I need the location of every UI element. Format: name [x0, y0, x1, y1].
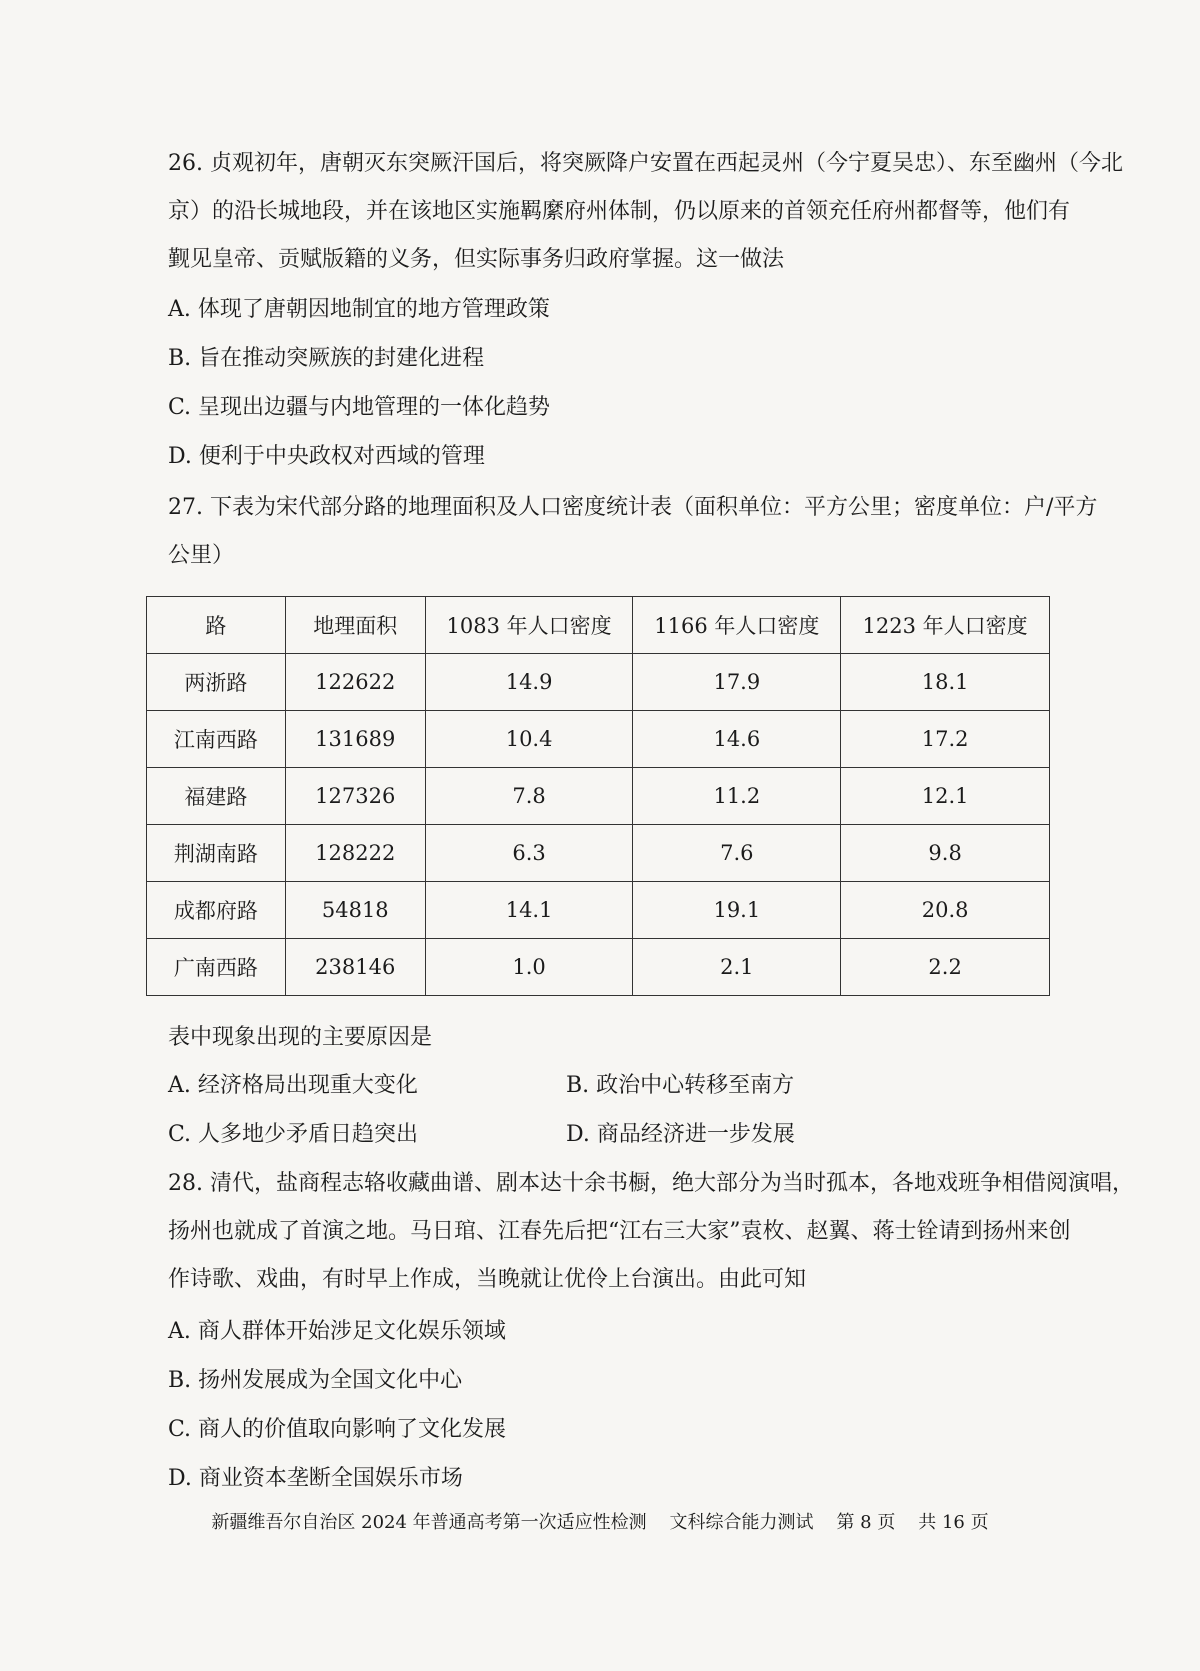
- table-row: [147, 825, 1050, 882]
- question-27-option-d: D. 商品经济进一步发展: [566, 1122, 795, 1147]
- question-28-option-d: D. 商业资本垄断全国娱乐市场: [168, 1466, 463, 1491]
- question-26-line: 京）的沿长城地段，并在该地区实施羁縻府州体制，仍以原来的首领充任府州都督等，他们有: [168, 199, 1071, 224]
- question-26-stem: [168, 140, 1123, 284]
- table-cell: 122622: [285, 654, 425, 711]
- table-cell: 2.2: [841, 939, 1050, 996]
- table-row: [147, 882, 1050, 939]
- table-cell: 128222: [285, 825, 425, 882]
- table-row: [147, 711, 1050, 768]
- table-cell: 19.1: [633, 882, 841, 939]
- table-header-cell: 地理面积: [285, 597, 425, 654]
- table-header-cell: 1223 年人口密度: [841, 597, 1050, 654]
- question-28-line: 28. 清代，盐商程志辂收藏曲谱、剧本达十余书橱，绝大部分为当时孤本，各地戏班争相借阅演唱，: [168, 1171, 1134, 1196]
- table-header-cell: 路: [147, 597, 286, 654]
- table-cell: 18.1: [841, 654, 1050, 711]
- table-header-cell: 1083 年人口密度: [425, 597, 633, 654]
- table-row: [147, 768, 1050, 825]
- table-cell: 10.4: [425, 711, 633, 768]
- question-28-option-b: B. 扬州发展成为全国文化中心: [168, 1368, 463, 1393]
- table-cell: 14.9: [425, 654, 633, 711]
- question-27-line: 27. 下表为宋代部分路的地理面积及人口密度统计表（面积单位：平方公里；密度单位：户/平方: [168, 495, 1098, 520]
- table-cell: 17.9: [633, 654, 841, 711]
- question-28-option-a: A. 商人群体开始涉足文化娱乐领域: [168, 1319, 506, 1344]
- table-cell: 9.8: [841, 825, 1050, 882]
- question-28-option-c: C. 商人的价值取向影响了文化发展: [168, 1417, 507, 1442]
- table-cell: 1.0: [425, 939, 633, 996]
- table-cell: 江南西路: [147, 711, 286, 768]
- table-row: [147, 654, 1050, 711]
- table-header-cell: 1166 年人口密度: [633, 597, 841, 654]
- population-density-table: [146, 596, 1050, 996]
- table-cell: 14.1: [425, 882, 633, 939]
- question-27-prompt: 表中现象出现的主要原因是: [168, 1025, 433, 1050]
- question-28-line: 作诗歌、戏曲，有时早上作成，当晚就让优伶上台演出。由此可知: [168, 1267, 807, 1292]
- table-cell: 福建路: [147, 768, 286, 825]
- table-cell: 荆湖南路: [147, 825, 286, 882]
- question-27-option-a: A. 经济格局出现重大变化: [168, 1073, 418, 1098]
- question-27-option-b: B. 政治中心转移至南方: [566, 1073, 795, 1098]
- page-footer: 新疆维吾尔自治区 2024 年普通高考第一次适应性检测 文科综合能力测试 第 8 页 共 16 页: [211, 1512, 989, 1533]
- table-cell: 7.6: [633, 825, 841, 882]
- table-cell: 6.3: [425, 825, 633, 882]
- table-cell: 成都府路: [147, 882, 286, 939]
- table-cell: 14.6: [633, 711, 841, 768]
- table-header-row: [147, 597, 1050, 654]
- table-cell: 12.1: [841, 768, 1050, 825]
- table-cell: 20.8: [841, 882, 1050, 939]
- question-28-stem: [168, 1160, 1134, 1304]
- table-cell: 2.1: [633, 939, 841, 996]
- table-cell: 17.2: [841, 711, 1050, 768]
- question-28-line: 扬州也就成了首演之地。马日琯、江春先后把“江右三大家”袁枚、赵翼、蒋士铨请到扬州来创: [168, 1219, 1071, 1244]
- table-cell: 131689: [285, 711, 425, 768]
- table-cell: 238146: [285, 939, 425, 996]
- question-26-option-a: A. 体现了唐朝因地制宜的地方管理政策: [168, 297, 550, 322]
- table-row: [147, 939, 1050, 996]
- question-26-line: 26. 贞观初年，唐朝灭东突厥汗国后，将突厥降户安置在西起灵州（今宁夏吴忠）、东至幽州（今北: [168, 151, 1123, 176]
- question-26-line: 觐见皇帝、贡赋版籍的义务，但实际事务归政府掌握。这一做法: [168, 247, 785, 272]
- question-26-option-d: D. 便利于中央政权对西域的管理: [168, 444, 485, 469]
- table-cell: 两浙路: [147, 654, 286, 711]
- question-27-line: 公里）: [168, 543, 235, 568]
- question-26-option-b: B. 旨在推动突厥族的封建化进程: [168, 346, 485, 371]
- table-cell: 54818: [285, 882, 425, 939]
- question-26-option-c: C. 呈现出边疆与内地管理的一体化趋势: [168, 395, 551, 420]
- question-27-stem: [168, 484, 1098, 580]
- question-27-option-c: C. 人多地少矛盾日趋突出: [168, 1122, 419, 1147]
- table-cell: 7.8: [425, 768, 633, 825]
- table-cell: 127326: [285, 768, 425, 825]
- table-cell: 广南西路: [147, 939, 286, 996]
- table-cell: 11.2: [633, 768, 841, 825]
